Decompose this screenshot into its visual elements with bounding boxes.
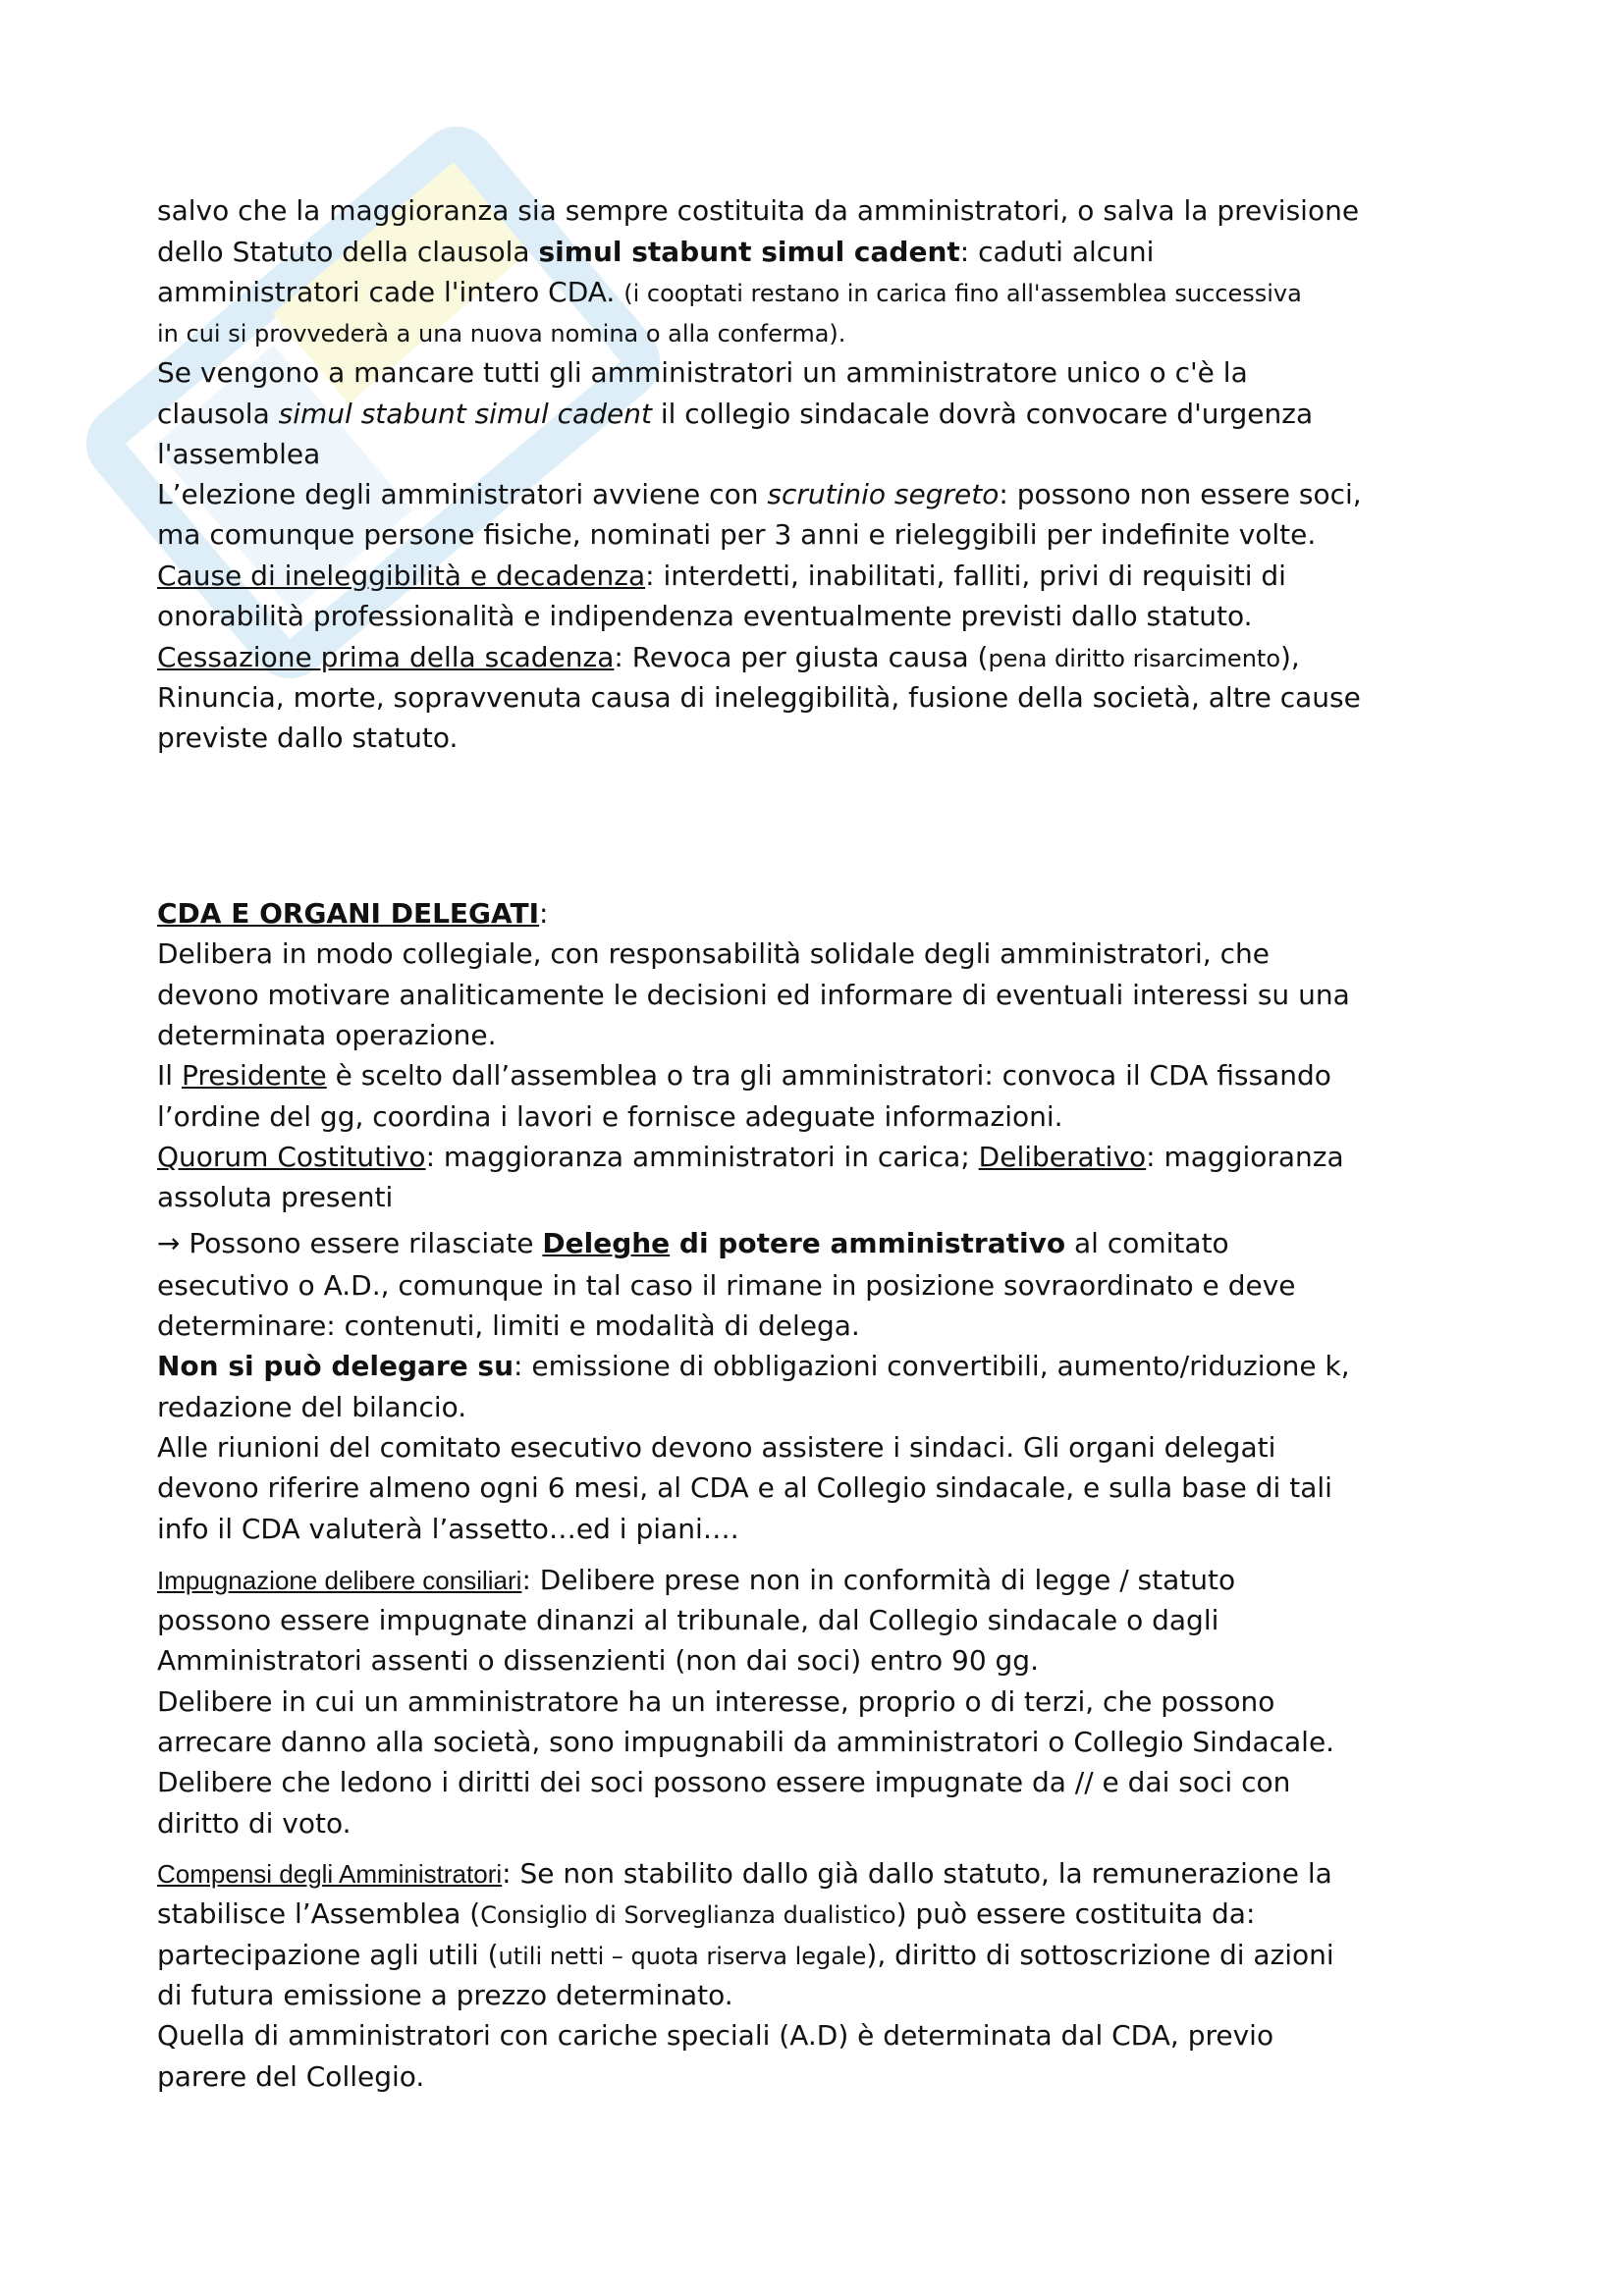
text-line [157,191,1359,231]
text-run: è scelto dall’assemblea o tra gli amministratori: convoca il CDA fissando [326,1059,1331,1092]
text-line [157,1266,1295,1306]
text-line [157,678,1361,718]
text-line [157,1723,1334,1762]
text-run: devono riferire almeno ogni 6 mesi, al CDA e al Collegio sindacale, e sulla base di tali [157,1471,1332,1504]
text-line [157,1224,1229,1263]
text-run: l’ordine del gg, coordina i lavori e fornisce adeguate informazioni. [157,1100,1063,1133]
text-line [157,1936,1334,1976]
text-run: amministratori cade l'intero CDA. [157,276,624,308]
text-run: : Revoca per giusta causa ( [614,641,989,673]
text-run: Se vengono a mancare tutti gli amministratori un amministratore unico o c'è la [157,356,1248,389]
text-run: : [539,897,549,930]
text-run: previste dallo statuto. [157,721,459,754]
text-line [157,1388,466,1427]
text-run: al comitato [1065,1227,1229,1259]
text-line [157,1347,1350,1386]
text-run: arrecare danno alla società, sono impugnabili da amministratori o Collegio Sindacale. [157,1726,1335,1758]
text-line [157,1468,1332,1508]
styled-text-run: Deleghe [542,1227,671,1259]
text-line [157,1428,1275,1468]
text-line [157,1763,1290,1802]
text-line [157,1854,1332,1894]
text-line [157,313,845,353]
text-line [157,515,1316,555]
text-run: onorabilità professionalità e indipendenza eventualmente previsti dallo statuto. [157,600,1253,632]
text-run: determinare: contenuti, limiti e modalità di delega. [157,1309,860,1342]
styled-text-run: Deliberativo [978,1141,1147,1173]
text-run: → Possono essere rilasciate [157,1227,543,1259]
styled-text-run: pena diritto risarcimento [988,645,1280,672]
text-run: possono essere impugnate dinanzi al tribunale, dal Collegio sindacale o dagli [157,1604,1219,1636]
text-line [157,1510,739,1549]
text-run: partecipazione agli utili ( [157,1939,499,1971]
styled-text-run: Cessazione prima della scadenza [157,641,615,673]
text-run: : interdetti, inabilitati, falliti, privi di requisiti di [645,560,1286,592]
text-run: : Se non stabilito dallo già dallo statuto, la remunerazione la [502,1857,1332,1890]
styled-text-run: simul stabunt simul cadent [278,398,652,430]
text-line [157,395,1313,434]
styled-text-run: Quorum Costitutivo [157,1141,426,1173]
text-run: ) può essere costituita da: [895,1897,1256,1930]
text-line [157,233,1154,272]
styled-text-run: di potere amministrativo [670,1227,1066,1259]
text-run: ma comunque persone fisiche, nominati per 3 anni e rieleggibili per indefinite volte. [157,518,1317,551]
styled-text-run: CDA E ORGANI DELEGATI [157,897,540,930]
styled-text-run: Cause di ineleggibilità e decadenza [157,560,646,592]
text-line [157,1976,733,2015]
text-run: : Delibere prese non in conformità di legge / statuto [521,1564,1236,1596]
text-line [157,435,320,474]
text-run: Rinuncia, morte, sopravvenuta causa di ineleggibilità, fusione della società, altre cause [157,681,1361,714]
text-line [157,976,1350,1015]
text-run: Delibere in cui un amministratore ha un interesse, proprio o di terzi, che possono [157,1685,1275,1718]
text-line [157,1804,352,1843]
text-line [157,1601,1218,1640]
text-run: : maggioranza amministratori in carica; [425,1141,979,1173]
text-run: Alle riunioni del comitato esecutivo devono assistere i sindaci. Gli organi delegati [157,1431,1276,1464]
text-line [157,1138,1344,1177]
text-line [157,1641,1039,1681]
text-run: Amministratori assenti o dissenzienti (non dai soci) entro 90 gg. [157,1644,1039,1677]
text-line [157,1682,1274,1722]
text-run: ), [1280,641,1300,673]
text-line [157,353,1248,393]
styled-text-run: Non si può delegare su [157,1350,514,1382]
text-line [157,894,548,934]
styled-text-run: Compensi degli Amministratori [157,1859,503,1889]
text-run: diritto di voto. [157,1807,352,1840]
text-run: : possono non essere soci, [999,478,1362,510]
text-line [157,273,1302,313]
text-run: : maggioranza [1146,1141,1344,1173]
text-run: l'assemblea [157,438,321,470]
text-line [157,1307,860,1346]
text-line [157,475,1362,514]
text-line [157,1016,497,1055]
text-line [157,719,458,758]
text-line [157,1895,1255,1935]
text-run: dello Statuto della clausola [157,236,539,268]
text-line [157,557,1286,596]
styled-text-run: Impugnazione delibere consiliari [157,1566,522,1595]
text-line [157,1056,1331,1095]
text-run: esecutivo o A.D., comunque in tal caso il rimane in posizione sovraordinato e deve [157,1269,1296,1302]
styled-text-run: simul stabunt simul cadent [538,236,960,268]
styled-text-run: Consiglio di Sorveglianza dualistico [480,1901,896,1929]
text-run: il collegio sindacale dovrà convocare d'urgenza [651,398,1314,430]
text-line [157,1178,393,1217]
text-line [157,2016,1273,2056]
text-line [157,597,1253,636]
text-run: redazione del bilancio. [157,1391,467,1423]
styled-text-run: (i cooptati restano in carica fino all'assemblea successiva [623,280,1302,307]
styled-text-run: Presidente [181,1059,327,1092]
text-run: info il CDA valuterà l’assetto…ed i piani…. [157,1513,739,1545]
text-run: Quella di amministratori con cariche speciali (A.D) è determinata dal CDA, previo [157,2019,1274,2052]
styled-text-run: scrutinio segreto [767,478,1000,510]
text-run: clausola [157,398,279,430]
text-run: determinata operazione. [157,1019,497,1051]
text-line [157,638,1300,678]
text-run: L’elezione degli amministratori avviene con [157,478,768,510]
text-run: : caduti alcuni [959,236,1155,268]
text-run: Delibera in modo collegiale, con responsabilità solidale degli amministratori, che [157,937,1270,970]
text-run: devono motivare analiticamente le decisioni ed informare di eventuali interessi su una [157,979,1350,1011]
text-line [157,934,1270,974]
text-run: Delibere che ledono i diritti dei soci possono essere impugnate da // e dai soci con [157,1766,1291,1798]
text-run: stabilisce l’Assemblea ( [157,1897,481,1930]
text-run: ), diritto di sottoscrizione di azioni [866,1939,1334,1971]
text-line [157,1561,1235,1600]
styled-text-run: utili netti – quota riserva legale [498,1943,867,1970]
styled-text-run: in cui si provvederà a una nuova nomina o alla conferma). [157,320,846,347]
text-run: parere del Collegio. [157,2060,425,2093]
text-line [157,2057,424,2097]
text-run: : emissione di obbligazioni convertibili, aumento/riduzione k, [514,1350,1350,1382]
text-run: salvo che la maggioranza sia sempre costituita da amministratori, o salva la previsione [157,194,1360,227]
text-run: di futura emissione a prezzo determinato. [157,1979,733,2011]
text-line [157,1097,1063,1137]
text-run: assoluta presenti [157,1181,394,1213]
text-run: Il [157,1059,182,1092]
